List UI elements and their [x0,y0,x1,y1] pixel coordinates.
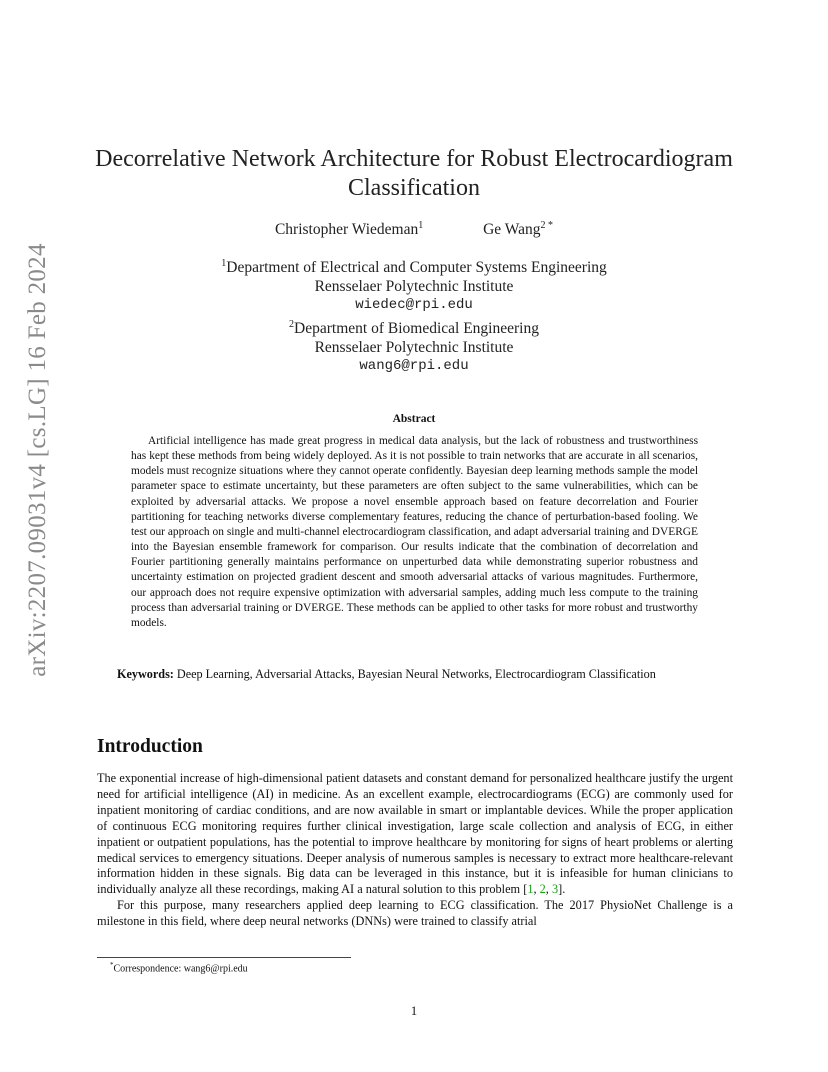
affiliation-1-inst: Rensselaer Polytechnic Institute [314,278,514,296]
arxiv-sidebar [18,150,58,770]
aff-dept-text: Department of Biomedical Engineering [294,320,539,338]
author-2 [483,221,553,238]
aff-sup: 2 [289,319,295,331]
abstract-text: Artificial intelligence has made great progress in medical data analysis, but the lack of robustness and trustworthiness has kept these methods from being widely deployed. As it is not possible to train networks that are accurate in all scenarios, models must recognize situations where they cannot operate confidently. Bayesian deep learning methods sample the model parameter space to estimate uncertainty, but these parameters are often subject to the same vulnerabilities, which can be exploited by adversarial attacks. We propose a novel ensemble approach based on feature decorrelation and Fourier partitioning for teaching networks diverse complementary features, reducing the chance of perturbation-based fooling. We test our approach on single and multi-channel electrocardiogram classification, and adapt adversarial training and DVERGE into the Bayesian ensemble framework for comparison. Our results indicate that the combination of decorrelation and Fourier partitioning generally maintains performance on unperturbed data while demonstrating superior robustness and uncertainty estimation on projected gradient descent and smooth adversarial attacks of various magnitudes. Furthermore, our approach does not require expensive optimization with adversarial samples, adding much less compute to the training process than adversarial training or DVERGE. These methods can be applied to other tasks for more robust and trustworthy models. [131,435,698,629]
arxiv-identifier: arXiv:2207.09031v4 [cs.LG] 16 Feb 2024 [24,243,51,677]
author-list [90,220,738,239]
page-number: 1 [410,1004,418,1018]
footnote [110,961,248,974]
author-name: Christopher Wiedeman [274,221,419,239]
citation-link[interactable]: 1 [527,882,534,897]
paragraph-1-end: . [562,882,566,897]
affiliations [90,254,738,376]
footnote-marker: * [110,961,114,969]
keywords-text: Deep Learning, Adversarial Attacks, Bayesian Neural Networks, Electrocardiogram Classification [176,667,656,681]
author-name: Ge Wang [483,221,541,239]
footnote-text: Correspondence: wang6@rpi.edu [113,963,248,975]
affiliation-1-dept [90,254,738,277]
keywords-label: Keywords: [117,667,174,681]
affiliation-2-dept [90,315,738,338]
paragraph-1 [97,771,733,898]
author-sup: 1 [418,220,424,231]
author-sup: 2 * [540,220,554,231]
citation-group: [1, 2, 3] [523,882,563,897]
citation-link[interactable]: 3 [551,882,559,897]
aff-dept-text: Department of Electrical and Computer Systems Engineering [226,259,607,277]
section-heading-introduction: Introduction [97,736,203,757]
paper-title [90,145,738,203]
keywords [97,666,733,682]
citation-link[interactable]: 2 [539,882,546,897]
introduction-body [97,771,733,930]
paragraph-2: For this purpose, many researchers applied deep learning to ECG classification. The 2017 PhysioNet Challenge is a milestone in this field, where deep neural networks (DNNs) were trained to classify atrial [97,898,733,929]
paragraph-1-text: The exponential increase of high-dimensional patient datasets and constant demand for personalized healthcare justify the urgent need for artificial intelligence (AI) in medicine. As an excellent example, electrocardiograms (ECG) are commonly used for inpatient monitoring of cardiac conditions, and are now available in smart or implantable devices. While the proper application of continuous ECG monitoring requires further clinical investigation, large scale collection and analysis of ECG, in either inpatient or outpatient populations, has the potential to improve healthcare by monitoring for signs of heart problems or alerting medical services to emergency situations. Deeper analysis of numerous samples is necessary to extract more healthcare-relevant information hidden in these signals. Big data can be leveraged in this instance, but it is infeasible for human clinicians to individually analyze all these recordings, making AI a natural solution to this problem [97,771,733,897]
aff-sup: 1 [221,258,227,269]
title-line-2: Classification [348,175,480,201]
abstract-heading: Abstract [392,413,436,425]
title-line-1: Decorrelative Network Architecture for Robust Electrocardiogram [95,146,733,172]
affiliation-2-inst: Rensselaer Polytechnic Institute [314,339,514,357]
footnote-rule [97,957,351,958]
affiliation-2-email[interactable]: wang6@rpi.edu [359,358,469,375]
author-1 [275,220,423,239]
affiliation-1-email[interactable]: wiedec@rpi.edu [355,297,473,314]
